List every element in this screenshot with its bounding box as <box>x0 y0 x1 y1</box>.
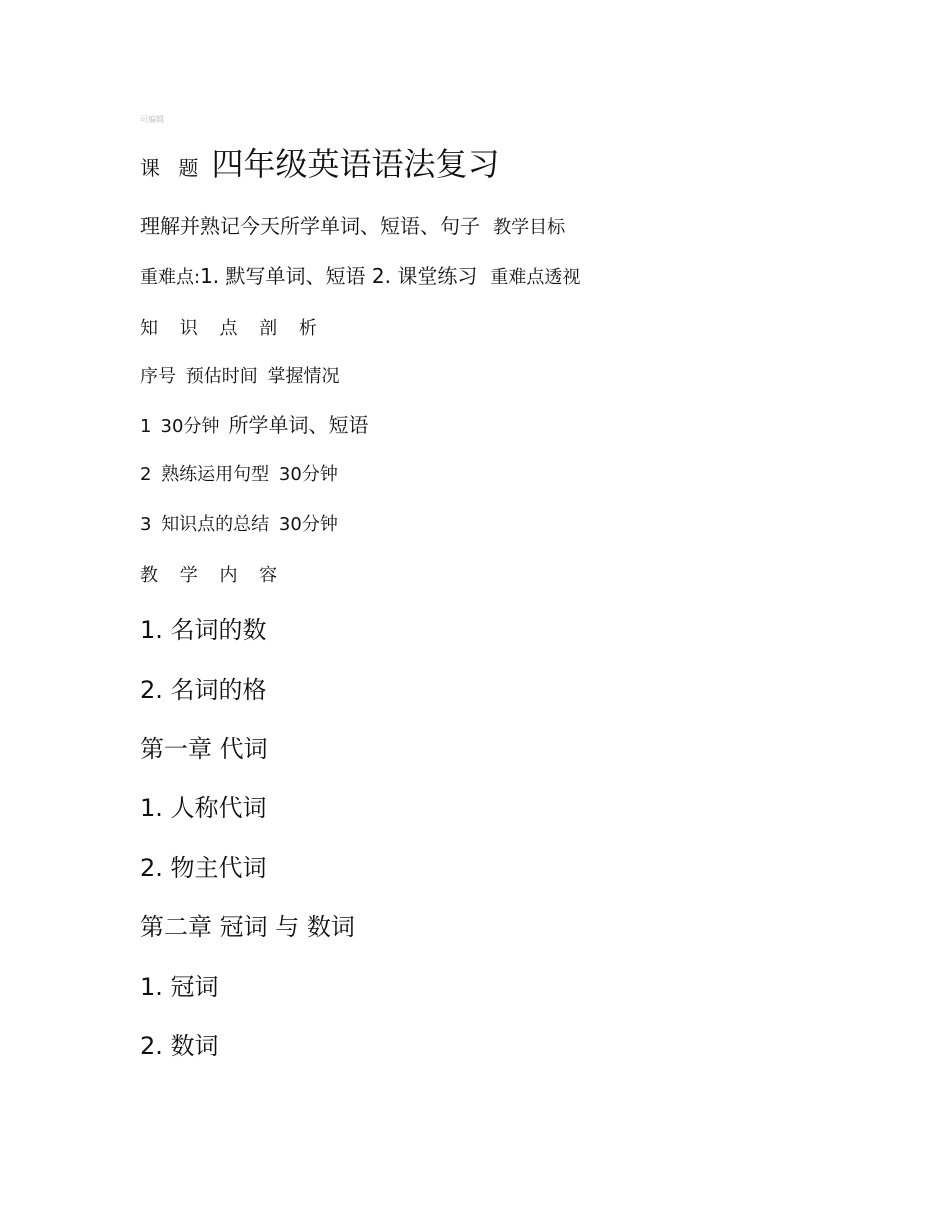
row-number: 1 <box>140 416 152 437</box>
row-cell: 所学单词、短语 <box>228 413 369 437</box>
table-row <box>140 516 338 534</box>
row-cell: 30分钟 <box>160 416 220 437</box>
row-cell: 30分钟 <box>278 464 338 485</box>
objective-row <box>140 216 565 237</box>
content-item: 1. 冠词 <box>140 973 219 1001</box>
difficulty-label: 重难点: <box>140 267 201 288</box>
content-item: 2. 数词 <box>140 1032 219 1060</box>
row-cell: 熟练运用句型 <box>161 464 270 485</box>
analysis-heading: 知 识 点 剖 析 <box>140 318 325 339</box>
title-label: 课 题 <box>140 156 205 180</box>
chapter-heading: 第二章 冠词 与 数词 <box>140 913 355 941</box>
content-heading: 教 学 内 容 <box>140 565 286 586</box>
lesson-title-row <box>140 145 500 183</box>
content-item: 2. 名词的格 <box>140 676 267 704</box>
chapter-heading: 第一章 代词 <box>140 735 268 763</box>
content-item: 2. 物主代词 <box>140 854 267 882</box>
difficulty-text: 1. 默写单词、短语 2. 课堂练习 <box>200 264 478 288</box>
row-number: 2 <box>140 464 152 485</box>
table-header-row <box>140 368 339 386</box>
objective-label: 教学目标 <box>493 217 566 238</box>
header-mark: 可编辑 <box>140 115 164 124</box>
difficulty-row <box>140 266 580 287</box>
table-header-status: 掌握情况 <box>267 366 340 387</box>
row-cell: 知识点的总结 <box>161 514 270 535</box>
objective-text: 理解并熟记今天所学单词、短语、句子 <box>140 214 480 238</box>
content-item: 1. 人称代词 <box>140 794 267 822</box>
page-title: 四年级英语语法复习 <box>211 145 500 183</box>
table-header-time: 预估时间 <box>185 366 258 387</box>
table-row <box>140 415 369 436</box>
table-row <box>140 466 338 484</box>
row-number: 3 <box>140 514 152 535</box>
table-header-no: 序号 <box>140 366 176 387</box>
difficulty-suffix: 重难点透视 <box>490 267 581 288</box>
content-item: 1. 名词的数 <box>140 616 267 644</box>
row-cell: 30分钟 <box>278 514 338 535</box>
